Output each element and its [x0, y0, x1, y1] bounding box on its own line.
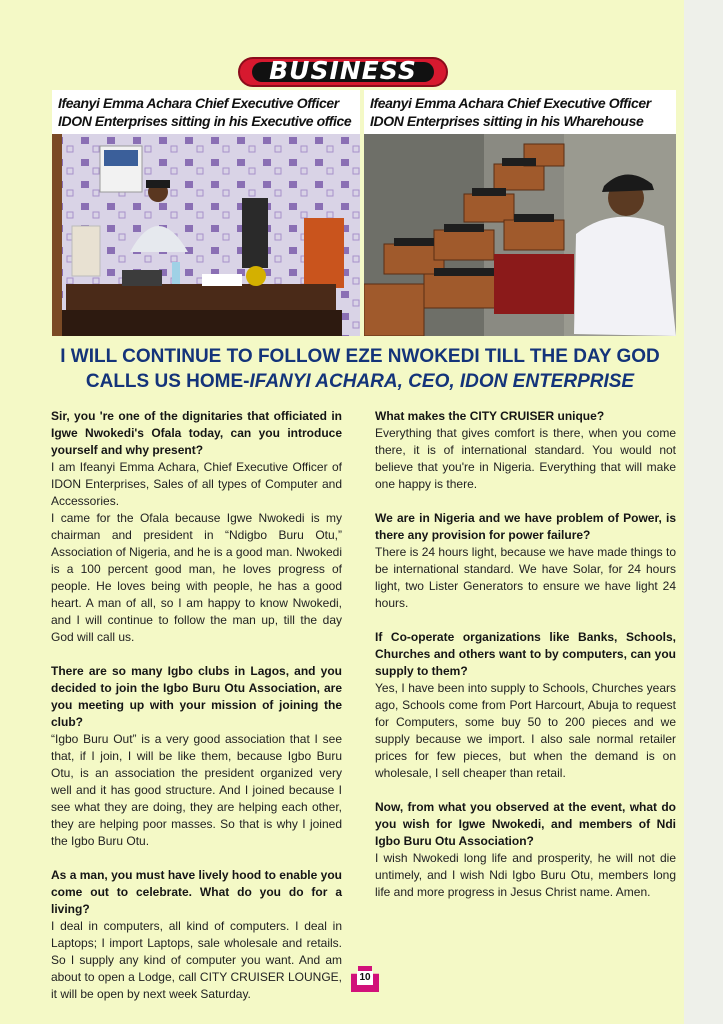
headline-text: CALLS US HOME-	[85, 371, 250, 392]
photo-warehouse	[364, 90, 676, 336]
interview-question: Sir, you 're one of the dignitaries that officiated in Igwe Nwokedi's Ofala today, can you introduce yourself and why present?	[51, 409, 342, 457]
photo-executive-office	[52, 90, 360, 336]
interview-answer	[375, 680, 676, 782]
office-photo-image	[52, 134, 360, 336]
photo-caption-line: Ifeanyi Emma Achara Chief Executive Officer	[370, 95, 651, 111]
photo-caption-line: Ifeanyi Emma Achara Chief Executive Officer	[58, 95, 339, 111]
answer-paragraph: “Igbo Buru Out” is a very good association that I see that, if I join, I will be like them, because Igbo Buru Otu, is an association the president organized very well and it has good structure. And I joined because I see what they are doing, they are helping each other, they are helping poor masses. So that is why I joined the Igbo Buru Otu.	[51, 732, 342, 848]
interview-item	[51, 663, 342, 850]
headline-line	[40, 369, 680, 394]
answer-paragraph: I came for the Ofala because Igwe Nwokedi is my chairman and president in “Ndigbo Buru Otu,” Association of Nigeria, and he is a good man. Nwokedi is a 100 percent good man, he loves progress of people. He loves being with people, he has a good heart. A man of all, so I am happy to know Nwokedi, and I will continue to follow the man up, till the day God will call us.	[51, 511, 342, 644]
answer-paragraph: Everything that gives comfort is there, when you come there, it is of international standard. You would not believe that you're in Nigeria. Everything that will make one happy is there.	[375, 426, 676, 491]
interview-item	[375, 629, 676, 782]
page-number: 10	[359, 972, 371, 983]
interview-question: As a man, you must have lively hood to enable you come out to celebrate. What do you do for a living?	[51, 868, 342, 916]
article-column-right	[375, 408, 676, 918]
photo-caption-line: IDON Enterprises sitting in his Executive office	[58, 113, 352, 129]
headline-line: I WILL CONTINUE TO FOLLOW EZE NWOKEDI TILL THE DAY GOD	[60, 346, 660, 367]
interview-question: What makes the CITY CRUISER unique?	[375, 409, 605, 423]
photo-caption	[52, 90, 360, 134]
interview-item	[51, 408, 342, 646]
interview-item	[51, 867, 342, 1003]
section-title: BUSINESS	[269, 56, 417, 85]
interview-answer	[375, 850, 676, 901]
interview-question: There are so many Igbo clubs in Lagos, and you decided to join the Igbo Buru Otu Association, are you meeting up with your mission of joining the club?	[51, 664, 342, 729]
interview-question: We are in Nigeria and we have problem of Power, is there any provision for power failure?	[375, 511, 676, 542]
interview-answer	[375, 425, 676, 493]
headline-byline: IFANYI ACHARA, CEO, IDON ENTERPRISE	[249, 371, 635, 392]
answer-paragraph: I am Ifeanyi Emma Achara, Chief Executive Officer of IDON Enterprises, Sales of all types of Computer and Accessories.	[51, 460, 342, 508]
interview-question: Now, from what you observed at the event, what do you wish for Igwe Nwokedi, and members of Ndi Igbo Buru Otu Association?	[375, 800, 676, 848]
answer-paragraph: I deal in computers, all kind of computers. I deal in Laptops; I import Laptops, sale wholesale and retails. So I supply any kind of computer you want. And am about to open a Lodge, call CITY CRUISER LOUNGE, it will be open by next week Saturday.	[51, 919, 342, 1001]
interview-question: If Co-operate organizations like Banks, Schools, Churches and others want to by computers, can you supply to them?	[375, 630, 676, 678]
page-number-badge	[351, 966, 379, 992]
interview-answer	[51, 731, 342, 850]
interview-answer	[51, 918, 342, 1003]
answer-paragraph: Yes, I have been into supply to Schools, Churches years ago, Schools come from Port Harcourt, Abuja to request for Computers, some buy 50 to 200 pieces and we supply because we import. I also sale normal retailer prices for few pieces, but when the demand is on wholesale, I sell cheaper than retail.	[375, 681, 676, 780]
warehouse-photo-image	[364, 134, 676, 336]
answer-paragraph: There is 24 hours light, because we have made things to be international standard. We have Solar, for 24 hours light, two Lister Generators to ensure we have light 24 hours.	[375, 545, 676, 610]
section-header-badge	[238, 57, 448, 87]
page-margin-strip	[684, 0, 723, 1024]
interview-answer	[375, 544, 676, 612]
answer-paragraph: I wish Nwokedi long life and prosperity, he will not die untimely, and I wish Ndi Igbo Buru Otu, members long life and more progress in Jesus Christ name. Amen.	[375, 851, 676, 899]
interview-item	[375, 799, 676, 901]
article-column-left	[51, 408, 342, 1020]
article-headline	[40, 344, 680, 394]
photo-caption-line: IDON Enterprises sitting in his Wharehouse	[370, 113, 644, 129]
interview-item	[375, 408, 676, 493]
interview-item	[375, 510, 676, 612]
interview-answer	[51, 459, 342, 646]
photo-caption	[364, 90, 676, 134]
